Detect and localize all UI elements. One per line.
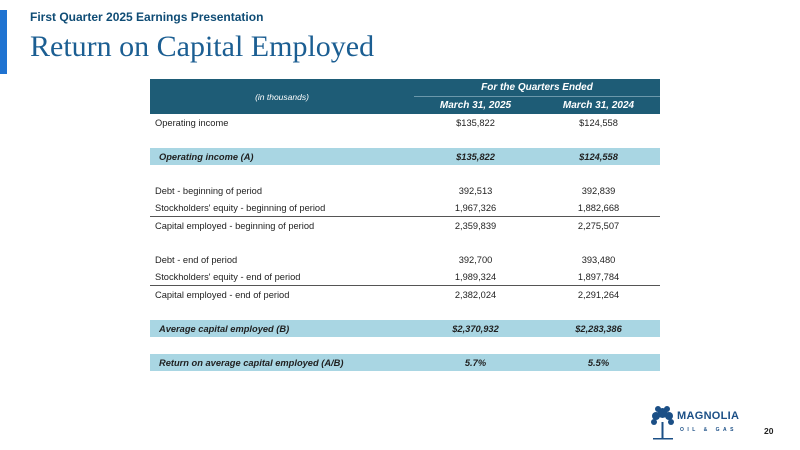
row-label: Stockholders' equity - end of period [155,271,301,282]
row-label: Stockholders' equity - beginning of period [155,202,326,213]
row-value-2024: 5.5% [537,354,660,371]
page-title: Return on Capital Employed [30,30,375,63]
row-value-2024: 2,275,507 [537,217,660,235]
row-value-2024: 392,839 [581,185,616,196]
row-label: Capital employed - beginning of period [150,217,414,235]
table-row [150,251,660,268]
row-label: Capital employed - end of period [150,286,414,304]
table-row [150,268,660,286]
row-value-2024: 2,291,264 [537,286,660,304]
table-row [150,114,660,131]
spacer-row [150,303,660,320]
row-label: Operating income [155,117,229,128]
row-value-2025: $135,822 [414,148,537,165]
table-row [150,182,660,199]
units-label: (in thousands) [150,79,414,114]
column-header-2025: March 31, 2025 [414,97,537,115]
roce-table [150,79,660,371]
row-value-2025: $135,822 [456,117,495,128]
spacer-row [150,131,660,148]
row-value-2024: 393,480 [581,254,616,265]
row-value-2025: 2,382,024 [414,286,537,304]
row-value-2025: 1,967,326 [454,202,497,213]
row-label: Average capital employed (B) [150,320,414,337]
logo-text: MAGNOLIA [677,410,740,422]
column-header-2024: March 31, 2024 [537,97,660,115]
row-value-2024: $124,558 [579,117,618,128]
row-value-2025: 1,989,324 [454,271,497,282]
table-row [150,354,660,371]
magnolia-tree-icon [648,402,758,442]
row-value-2024: $124,558 [537,148,660,165]
table-row [150,148,660,165]
row-label: Return on average capital employed (A/B) [150,354,414,371]
table-header-row [150,79,660,97]
table-row [150,199,660,217]
row-value-2025: 392,700 [458,254,493,265]
logo-subtext: OIL & GAS [680,427,737,433]
row-value-2024: 1,882,668 [577,202,620,213]
row-value-2024: 1,897,784 [577,271,620,282]
table-row [150,286,660,304]
row-value-2024: $2,283,386 [537,320,660,337]
accent-bar [0,10,7,74]
table-row [150,217,660,235]
page-number: 20 [764,426,774,436]
spacer-row [150,234,660,251]
quarters-header: For the Quarters Ended [414,79,660,97]
row-value-2025: 5.7% [414,354,537,371]
row-value-2025: 392,513 [458,185,493,196]
row-label: Debt - end of period [155,254,238,265]
row-label: Debt - beginning of period [155,185,262,196]
spacer-row [150,165,660,182]
row-value-2025: $2,370,932 [414,320,537,337]
spacer-row [150,337,660,354]
table-row [150,320,660,337]
presentation-subtitle: First Quarter 2025 Earnings Presentation [30,10,264,24]
row-value-2025: 2,359,839 [414,217,537,235]
row-label: Operating income (A) [150,148,414,165]
